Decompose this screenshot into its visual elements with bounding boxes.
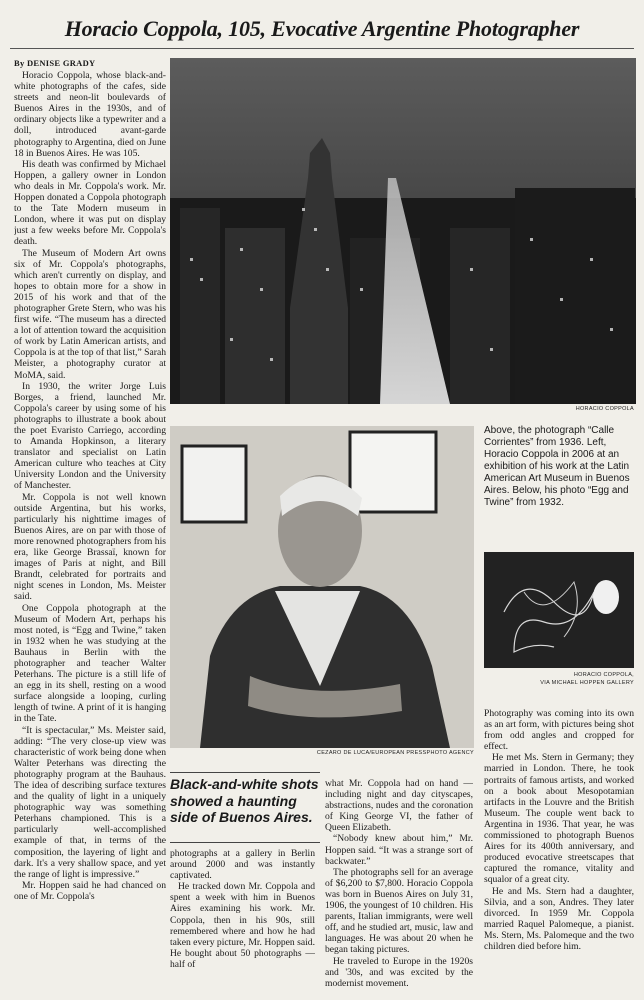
credit-egg-line-1: HORACIO COPPOLA, bbox=[573, 672, 634, 678]
paragraph: Mr. Hoppen said he had chanced on one of Mr. Coppola's bbox=[14, 879, 166, 902]
pullquote-rule-top bbox=[170, 772, 320, 773]
paragraph: He tracked down Mr. Coppola and spent a week with him in Buenos Aires examining his work. Mr. Coppola, then in his 90s, still remembered where and how he had taken every picture, Mr. Hoppen said. He bought about 50 photographs — half of bbox=[170, 881, 315, 970]
caption-text: Above, the photograph “Calle Corrientes” from 1936. Left, Horacio Coppola in 2006 at an exhibition of his work at the Latin American Art Museum in Buenos Aires. Below, his photo “Egg and Twine” from 1932. bbox=[484, 425, 630, 508]
paragraph: The Museum of Modern Art owns six of Mr. Coppola's photographs, which aren't currently on display, and hopes to obtain more for a show in 2015 of his work and that of the photographer Grete Stern, who was his first wife. “The museum has a directed a lot of attention toward the acquisition of work by Latin American artists, and Coppola is at the top of that list,” Sarah Meister, a photography curator at MoMA, said. bbox=[14, 247, 166, 381]
photo-egg-and-twine bbox=[484, 552, 634, 668]
paragraph: The photographs sell for an average of $6,200 to $7,800. Horacio Coppola was born in Buenos Aires on July 31, 1906, the youngest of 10 children. His parents, Italian immigrants, were well off, and he studied art, music, law and languages. He was about 20 when he began taking pictures. bbox=[325, 866, 473, 956]
paragraph: “Nobody knew about him,” Mr. Hoppen said. “It was a strange sort of backwater.” bbox=[325, 833, 473, 867]
paragraph: One Coppola photograph at the Museum of Modern Art, perhaps his most noted, is “Egg and Twine,” taken in 1932 when he was studying at the Bauhaus in Berlin with the photographer and teacher Walter Peterhans. The picture is a still life of an egg in its shell, resting on a wood surface alongside a looping, curling length of twine. A print of it is hanging in the Tate. bbox=[14, 602, 166, 725]
paragraph: His death was confirmed by Michael Hoppen, a gallery owner in London who deals in Mr. Coppola's work. Mr. Hoppen donated a Coppola photograph to the Tate Modern museum in London, where it was put on display just a few weeks before Mr. Coppola's death. bbox=[14, 158, 166, 248]
paragraph: Horacio Coppola, whose black-and-white photographs of the cafes, side streets and neon-lit boulevards of Buenos Aires in the 1930s, and of ordinary objects like a typewriter and a doll, introduced avant-garde photography to Argentina, died on June 18 in Buenos Aires. He was 105. bbox=[14, 70, 166, 159]
photo-caption bbox=[484, 425, 634, 555]
article-column-1 bbox=[14, 70, 166, 990]
paragraph: “It is spectacular,” Ms. Meister said, adding: “The very close-up view was characteristic of work being done when Walter Peterhans was directing the photography program at the Bauhaus. The idea of describing surface textures and the quality of light in a uniquely photographic way was something Peterhans championed. This is a particularly well-accomplished example of that, in terms of the composition, the layering of light and dark. It's a very shallow space, and yet the range of light is impressive.” bbox=[14, 724, 166, 880]
portrait-image bbox=[170, 426, 474, 748]
paragraph: He and Ms. Stern had a daughter, Silvia, and a son, Andres. They later divorced. In 1959 Mr. Coppola married Raquel Palomeque, a pianist. Ms. Stern, Ms. Palomeque and the two children died before him. bbox=[484, 885, 634, 952]
paragraph: what Mr. Coppola had on hand — including night and day cityscapes, abstractions, nudes and the coronation of King George VI, the father of Queen Elizabeth. bbox=[325, 778, 473, 834]
byline: By DENISE GRADY bbox=[14, 58, 96, 68]
paragraph: photographs at a gallery in Berlin around 2000 and was instantly captivated. bbox=[170, 848, 315, 882]
paragraph: He met Ms. Stern in Germany; they married in London. There, he took portraits of famous artists, and worked on a book about Mesopotamian artifacts in the Louvre and the British Museum. The couple went back to Argentina in 1936. That year, he was commissioned to photograph Buenos Aires for its 400th anniversary, and produced evocative streetscapes that captured the romance, vitality and squalor of a great city. bbox=[484, 752, 634, 886]
pullquote-rule-bottom bbox=[170, 842, 320, 843]
paragraph: Mr. Coppola is not well known outside Argentina, but his works, particularly his nighttime images of Buenos Aires, are on par with those of more renowned photographers from his era, like George Brassaï, known for images of Paris at night, and Bill Brandt, celebrated for portraits and night scenes in London, Ms. Meister said. bbox=[14, 491, 166, 603]
article-column-2 bbox=[170, 848, 315, 998]
egg-twine-image bbox=[484, 552, 634, 668]
pull-quote: Black-and-white shots showed a haunting side of Buenos Aires. bbox=[170, 776, 319, 825]
paragraph: Photography was coming into its own as an art form, with pictures being shot from odd angles and cropped for effect. bbox=[484, 708, 634, 753]
credit-egg-line-2: VIA MICHAEL HOPPEN GALLERY bbox=[540, 680, 634, 686]
paragraph: He traveled to Europe in the 1920s and '30s, and was excited by the modernist movement. bbox=[325, 955, 473, 989]
paragraph: In 1930, the writer Jorge Luis Borges, a friend, launched Mr. Coppola's career by using some of his photographs to illustrate a book about the poet Evaristo Carriego, according to Amanda Hopkinson, a literary translator and specialist on Latin American culture who teaches at City University London and the University of Manchester. bbox=[14, 380, 166, 492]
headline-rule bbox=[10, 48, 634, 49]
credit-portrait: CEZARO DE LUCA/EUROPEAN PRESSPHOTO AGENCY bbox=[316, 750, 474, 756]
article-column-4 bbox=[484, 708, 634, 998]
city-night-image bbox=[170, 58, 636, 404]
photo-calle-corrientes bbox=[170, 58, 636, 404]
photo-coppola-portrait bbox=[170, 426, 474, 748]
article-column-3 bbox=[325, 778, 473, 998]
headline: Horacio Coppola, 105, Evocative Argentine Photographer bbox=[64, 16, 580, 41]
credit-city-photo: HORACIO COPPOLA bbox=[575, 406, 634, 412]
